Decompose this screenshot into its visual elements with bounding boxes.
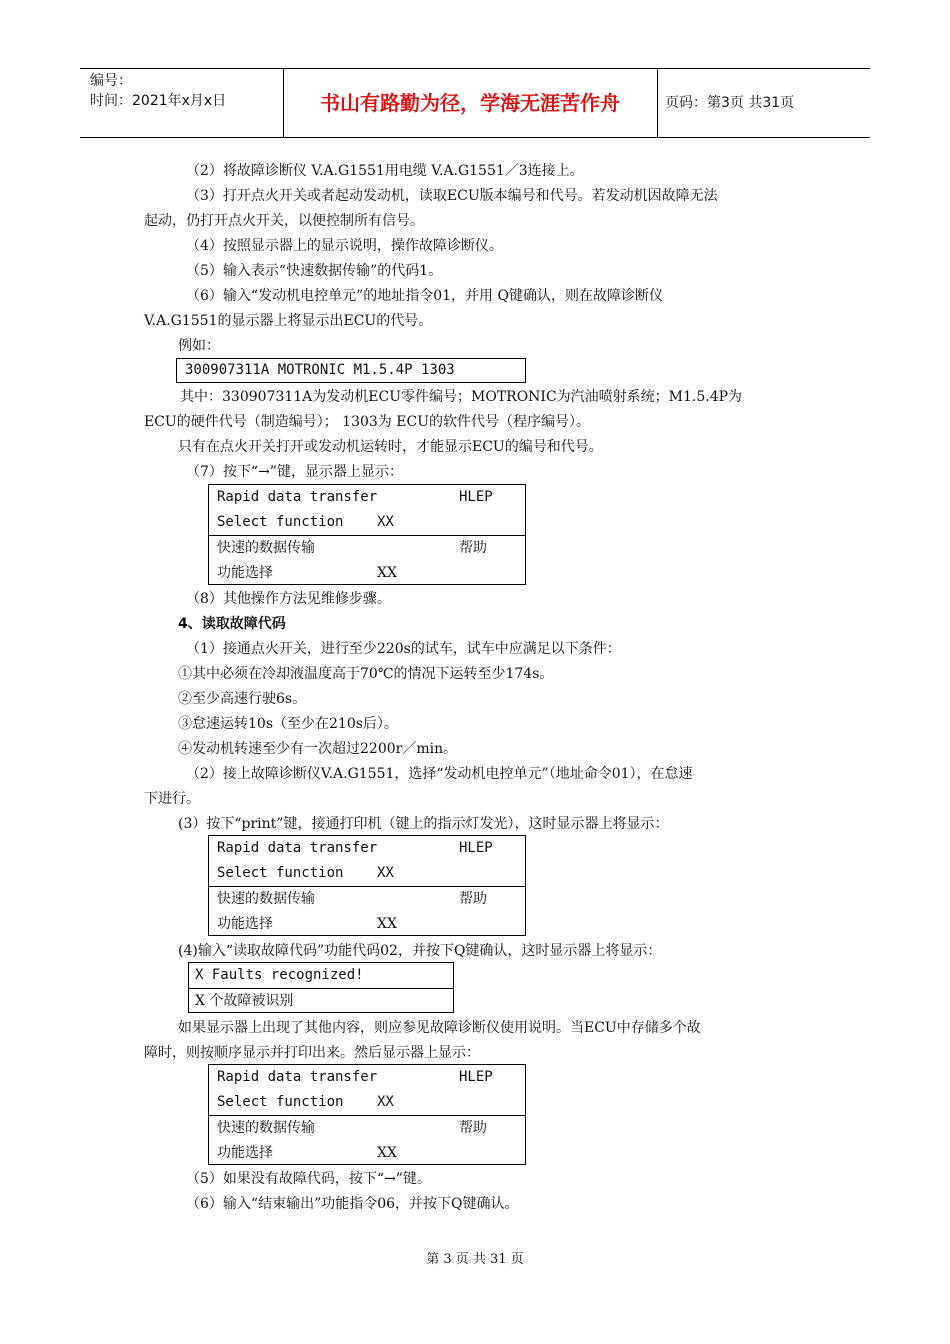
display-line: 功能选择 <box>217 1145 273 1161</box>
paragraph: 下进行。 <box>144 791 200 807</box>
list-item: ①其中必须在冷却液温度高于70℃的情况下运转至少174s。 <box>178 666 554 682</box>
header-divider <box>657 69 658 137</box>
faults-line-cn: X 个故障被识别 <box>195 993 294 1009</box>
display-line: Rapid data transfer <box>217 489 378 505</box>
display-line: 帮助 <box>459 540 487 556</box>
display-line: XX <box>377 1145 397 1161</box>
section-heading: 4、读取故障代码 <box>178 616 286 632</box>
display-line: HLEP <box>459 840 493 856</box>
paragraph: 障时，则按顺序显示并打印出来。然后显示器上显示： <box>144 1045 480 1061</box>
display-line: 快速的数据传输 <box>217 891 315 907</box>
display-line: XX <box>377 916 397 932</box>
paragraph: （7）按下“→”键，显示器上显示： <box>186 464 403 480</box>
paragraph: （8）其他操作方法见维修步骤。 <box>186 591 391 607</box>
document-date-label: 时间：2021年x月x日 <box>90 93 227 109</box>
header-motto: 书山有路勤为径，学海无涯苦作舟 <box>320 91 620 115</box>
paragraph: （2）接上故障诊断仪V.A.G1551，选择“发动机电控单元”（地址命令01），在怠速 <box>186 766 693 782</box>
display-line: Rapid data transfer <box>217 840 378 856</box>
display-line: Select function <box>217 865 344 881</box>
display-line: XX <box>377 1094 394 1110</box>
display-line: XX <box>377 865 394 881</box>
document-number-label: 编号： <box>90 73 132 89</box>
paragraph: （6）输入“结束输出”功能指令06，并按下Q键确认。 <box>186 1196 519 1212</box>
ecu-code-box <box>176 358 526 383</box>
paragraph: （1）接通点火开关，进行至少220s的试车，试车中应满足以下条件： <box>186 641 621 657</box>
faults-line-en: X Faults recognized! <box>195 967 364 983</box>
page-footer: 第 3 页 共 31 页 <box>426 1252 524 1267</box>
display-line: XX <box>377 565 397 581</box>
paragraph: （4）按照显示器上的显示说明，操作故障诊断仪。 <box>186 238 503 254</box>
paragraph: （5）如果没有故障代码，按下“→”键。 <box>186 1171 431 1187</box>
paragraph: 只有在点火开关打开或发动机运转时，才能显示ECU的编号和代号。 <box>178 439 603 455</box>
list-item: ②至少高速行驶6s。 <box>178 691 307 707</box>
paragraph: ECU的硬件代号（制造编号）； 1303为 ECU的软件代号（程序编号）。 <box>144 414 590 430</box>
paragraph: 其中：330907311A为发动机ECU零件编号；MOTRONIC为汽油喷射系统；M1.5.4P为 <box>180 389 743 405</box>
display-line: 快速的数据传输 <box>217 1120 315 1136</box>
paragraph: （2）将故障诊断仪 V.A.G1551用电缆 V.A.G1551／3连接上。 <box>186 163 584 179</box>
display-line: Rapid data transfer <box>217 1069 378 1085</box>
paragraph: （5）输入表示“快速数据传输”的代码1。 <box>186 263 443 279</box>
paragraph: 如果显示器上出现了其他内容，则应参见故障诊断仪使用说明。当ECU中存储多个故 <box>178 1020 701 1036</box>
display-line: 帮助 <box>459 1120 487 1136</box>
display-line: HLEP <box>459 489 493 505</box>
paragraph: V.A.G1551的显示器上将显示出ECU的代号。 <box>144 313 433 329</box>
ecu-code: 300907311A MOTRONIC M1.5.4P 1303 <box>185 362 455 378</box>
paragraph: 起动，仍打开点火开关，以便控制所有信号。 <box>144 213 424 229</box>
display-screen <box>208 835 526 936</box>
page-header <box>80 68 870 138</box>
display-line: 帮助 <box>459 891 487 907</box>
list-item: ④发动机转速至少有一次超过2200r／min。 <box>178 741 458 757</box>
header-meta <box>90 71 226 111</box>
display-line: Select function <box>217 514 344 530</box>
paragraph: （6）输入“发动机电控单元”的地址指令01，并用 Q键确认，则在故障诊断仪 <box>186 288 663 304</box>
display-screen <box>208 1064 526 1165</box>
faults-display <box>188 962 454 1013</box>
list-item: ③怠速运转10s（至少在210s后）。 <box>178 716 398 732</box>
paragraph: (4)输入“读取故障代码”功能代码02，并按下Q键确认，这时显示器上将显示： <box>178 943 662 959</box>
paragraph: （3）打开点火开关或者起动发动机，读取ECU版本编号和代号。若发动机因故障无法 <box>186 188 718 204</box>
display-line: 功能选择 <box>217 916 273 932</box>
display-line: Select function <box>217 1094 344 1110</box>
paragraph: (3）按下“print”键，接通打印机（键上的指示灯发光），这时显示器上将显示： <box>178 816 669 832</box>
display-line: XX <box>377 514 394 530</box>
display-screen <box>208 484 526 585</box>
paragraph: 例如： <box>178 338 220 354</box>
display-line: 功能选择 <box>217 565 273 581</box>
display-line: 快速的数据传输 <box>217 540 315 556</box>
header-page-info: 页码：第3页 共31页 <box>665 95 795 111</box>
display-line: HLEP <box>459 1069 493 1085</box>
